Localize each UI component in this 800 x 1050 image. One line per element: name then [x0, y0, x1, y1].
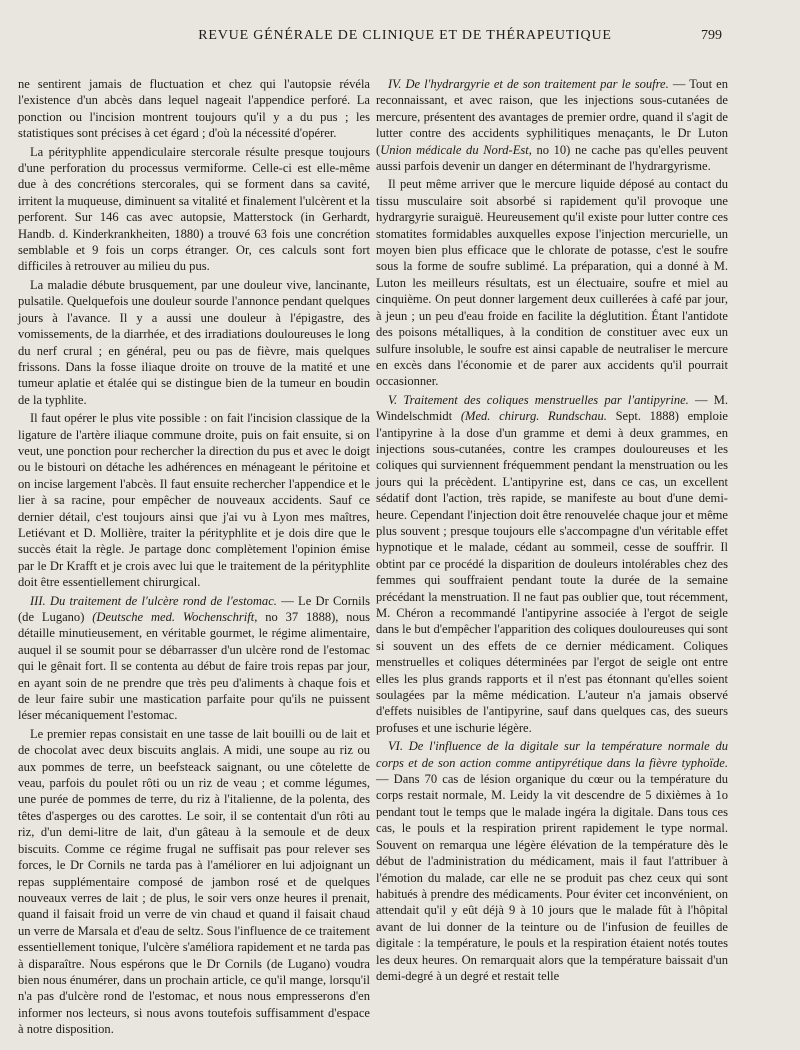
section-v [376, 392, 728, 737]
paragraph: Il faut opérer le plus vite possible : on fait l'incision classique de la ligature de l'artère iliaque commune droite, puis on fait ensuite, si on veut, une ponction pour rechercher la direction du pus et avec le doigt ou le bistouri on détache les adhérences en ménageant le péritoine et on incise largement l'abcès. Il faut ensuite rechercher l'appendice et le lier à sa racine, pour empêcher de nouveaux accidents. Sauf ce dernier détail, c'est toujours ainsi que j'ai vu à Lyon mes maîtres, Letiévant et D. Mollière, traiter la pérityphlite et je dois dire que le succès était la règle. Je partage donc complètement l'opinion émise par le Dr Krafft et je crois avec lui que le traitement de la pérityphlite doit être essentiellement chirurgical. [18, 411, 370, 590]
citation: (Deutsche med. Wochenschrift, [92, 610, 258, 624]
section-heading: III. Du traitement de l'ulcère rond de l'estomac. [30, 593, 277, 608]
section-iv [376, 76, 728, 174]
citation: Union médicale du Nord-Est, [380, 142, 532, 157]
page-header [0, 26, 800, 48]
page-number: 799 [701, 28, 722, 43]
section-heading: V. Traitement des coliques menstruelles par l'antipyrine. [388, 392, 689, 407]
paragraph-text: — M. Windelschmidt [376, 392, 728, 424]
section-heading: IV. De l'hydrargyrie et de son traitement par le soufre. [388, 77, 669, 91]
running-title: REVUE GÉNÉRALE DE CLINIQUE ET DE THÉRAPEUTIQUE [198, 28, 612, 43]
paragraph-text: Sept. 1888) emploie l'antipyrine à la dose d'un gramme et demi à deux grammes, en injections sous-cutanées, contre les crampes douloureuses et les coliques qui surviennent fréquemment pendant la menstruation ou les jours qui la précèdent. L'antipyrine est, dans ce cas, un excellent sédatif dont l'action, très rapide, se manifeste au bout d'une demi-heure. Cependant l'injection doit être renouvelée chaque jour et même plus souvent ; presque toujours elle s'accompagne d'un véritable effet hypnotique et le malade, cédant au sommeil, cesse de souffrir. Il obtint par ce procédé la disparition de douleurs intolérables chez des femmes qui souffraient pendant toute la durée de la semaine précédant la menstruation. Il ne faut pas oublier que, tout récemment, M. Chéron a recommandé l'antipyrine associée à l'ergot de seigle dans le but d'empêcher l'apparition des coliques douloureuses qui sont si souvent un des effets de ce dernier médicament. Coliques menstruelles et coliques déterminées par l'ergot de seigle ont entre elles les plus grands rapports et il n'est pas étonnant qu'elles soient soulagées par la même médication. L'auteur n'a jamais observé d'effets nuisibles de l'antipyrine, sauf dans quelques cas, des sueurs profuses et une ischurie légère. [376, 409, 728, 735]
paragraph-text: — Dans 70 cas de lésion organique du cœur ou la température du corps restait normale, M. Leidy la vit descendre de 5 dixièmes à 1o pendant tout le temps que le malade ingéra la digitale. Dans tous ces cas, le pouls et la respiration prirent rapidement le type normal. Souvent on remarqua une légère élévation de la température dès le début de l'administration du médicament, mais il faut l'attribuer à l'émotion du malade, car elle ne se produit pas chez ceux qui sont habitués à prendre des médicaments. Pour éviter cet inconvénient, on attendait qu'il y eût déjà 9 à 10 jours que le malade fût à l'hôpital avant de lui donner de la teinture ou de l'infusion de feuilles de digitale : la température, le pouls et la respiration étaient notés toutes les deux heures. On remarquait alors que la température baissait d'un demi-degré à un degré et restait telle [376, 772, 728, 983]
citation: (Med. chirurg. Rundschau. [460, 409, 607, 424]
section-iii [18, 593, 370, 724]
paragraph-text: — Tout en reconnaissant, et avec raison, que les injections sous-cutanées de mercure, présentent des avantages de premier ordre, quand il s'agit de lutter contre des accidents syphilitiques menaçants, le Dr Luton ( [376, 77, 728, 157]
paragraph-text: — Le Dr Cornils (de Lugano) [18, 593, 370, 624]
left-column [18, 76, 370, 1040]
paragraph-text: no 10) ne cache pas qu'elles peuvent aussi parfois devenir un danger en déterminant de l'hydrargyrisme. [376, 142, 728, 174]
right-column [376, 76, 728, 986]
paragraph: ne sentirent jamais de fluctuation et chez qui l'autopsie révéla l'existence d'un abcès dans lequel nageait l'appendice perforé. La ponction ou l'incision montrent toujours qu'il y a du pus ; les statistiques sont précises à cet égard ; d'où la nécessité d'opérer. [18, 77, 370, 141]
paragraph: La maladie débute brusquement, par une douleur vive, lancinante, pulsatile. Quelquefois une douleur sourde l'annonce pendant quelques jours à l'avance. Il y a aussi une douleur à l'épigastre, des vomissements, de la diarrhée, et des irradiations douloureuses le long du nerf crural ; en général, peu ou pas de fièvre, mais quelques frissons. Dans la fosse iliaque droite on trouve de la matité et une tumeur aplatie et étalée qui se distingue bien de la tumeur en boudin de la typhlite. [18, 277, 370, 407]
paragraph: Le premier repas consistait en une tasse de lait bouilli ou de lait et de chocolat avec deux biscuits anglais. A midi, une soupe au riz ou aux pommes de terre, un beefsteack saignant, ou une côtelette de veau, parfois du poulet rôti ou un riz de veau ; et comme légumes, une purée de pommes de terre, du riz à l'italienne, de la polenta, des têtes d'asperges ou des carottes. Le soir, il se contentait d'un rôti au riz, d'un demi-litre de lait, d'un gâteau à la semoule et de deux biscuits. Comme ce régime frugal ne suffisait pas pour relever ses forces, le Dr Cornils ne tarda pas à l'améliorer en lui adjoignant un repas supplémentaire composé de jambon rosé et de quelques nouveaux verres de lait ; de plus, le soir vers onze heures il prenait, quand il faisait froid un verre de vin chaud et quand il faisait chaud un verre de Marsala et d'eau de seltz. Sous l'influence de ce traitement essentiellement tonique, l'ulcère s'améliora rapidement et ne tarda pas à disparaître. Nous espérons que le Dr Cornils (de Lugano) voudra bien nous énumérer, dans un prochain article, ce qu'il mange, lorsqu'il n'a pas d'ulcère rond de l'estomac, et nous nous empresserons d'en informer nos lecteurs, si nous avons toutefois suffisamment d'espace à notre disposition. [18, 726, 370, 1037]
section-heading: VI. De l'influence de la digitale sur la température normale du corps et de son action comme antipyrétique dans la fièvre typhoïde. [376, 739, 728, 770]
paragraph: Il peut même arriver que le mercure liquide déposé au contact du tissu musculaire soit absorbé si rapidement qu'il provoque une hydrargyrie suraiguë. Heureusement qu'il existe pour lutter contre ces stomatites formidables auxquelles expose l'injection mercurielle, un moyen bien plus efficace que le chlorate de potasse, c'est le soufre sous la forme de soufre sublimé. La préparation, qui a donné à M. Luton les meilleurs résultats, est un électuaire, soufre et miel au cinquième. On peut donner largement deux cuillerées à café par jour, à jeun ; un peu d'eau froide en facilite la déglutition. Étant l'antidote des poisons métalliques, à la condition de constituer avec eux un sulfure insoluble, le soufre est ainsi capable de neutraliser le mercure en excès dans l'économie et de parer aux accidents qu'il pourrait occasionner. [376, 177, 728, 389]
paragraph: La pérityphlite appendiculaire stercorale résulte presque toujours d'une perforation du processus vermiforme. Celle-ci est elle-même due à des concrétions stercorales, qui se forment dans sa cavité, irritent la muqueuse, diminuent sa vitalité et finalement l'ulcèrent et la perforent. Sur 146 cas avec autopsie, Matterstock (in Gerhardt, Handb. d. Kinderkrankheiten, 1880) a trouvé 63 fois une concrétion semblable et 9 fois un corps étranger. Or, ces calculs sont fort difficiles à retrouver au milieu du pus. [18, 144, 370, 274]
section-vi [376, 738, 728, 984]
paragraph-text: no 37 1888), nous détaille minutieusement, en véritable gourmet, le régime alimentaire, auquel il se soumit pour se débarrasser d'un ulcère rond de l'estomac qui le gênait fort. Il se contenta au début de faire trois repas par jour, en ayant soin de ne prendre que très peu d'aliments à chaque fois et de leur faire subir une mastication parfaite pour qu'ils ne puissent léser mécaniquement l'estomac. [18, 610, 370, 723]
